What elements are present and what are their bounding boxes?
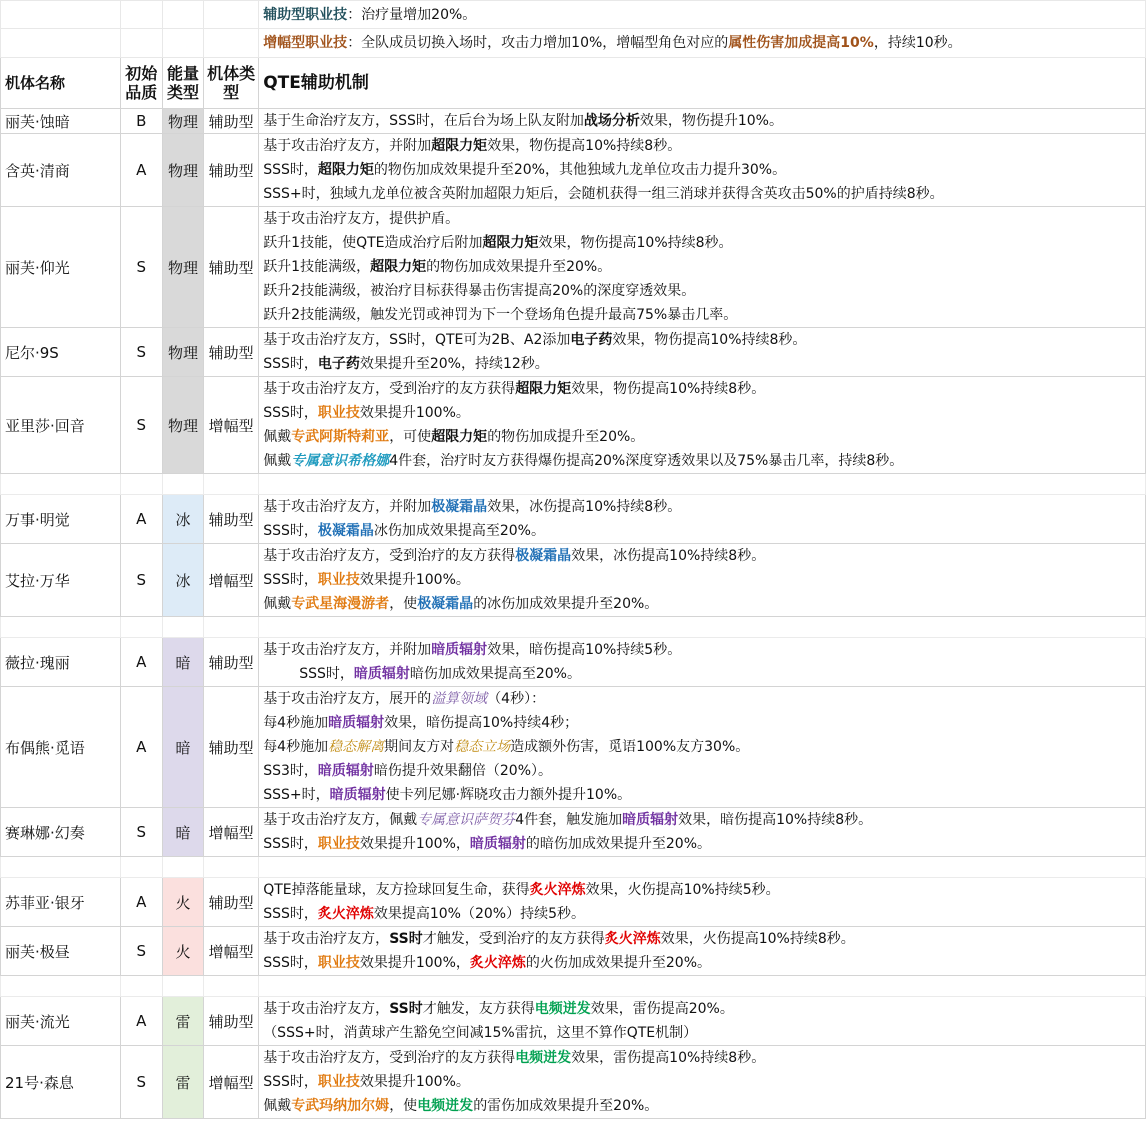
plain-text: 跃升1技能满级，: [263, 259, 371, 275]
plain-text: 基于攻击治疗友方，并附加: [263, 642, 432, 658]
spacer-cell: [1, 976, 121, 997]
plain-text: 效果，暗伤提高10%持续5秒。: [487, 642, 682, 658]
header-rarity: 初始品质: [120, 58, 162, 109]
unit-row: [1, 808, 1146, 857]
unit-name: 苏菲亚·银牙: [1, 878, 121, 927]
keyword-text: 超限力矩: [431, 429, 488, 445]
keyword-text: 极凝霜晶: [515, 548, 572, 564]
plain-text: SSS时，: [263, 836, 318, 852]
keyword-text: 溢算领域: [431, 691, 488, 707]
qte-line: [263, 328, 1141, 352]
unit-row: [1, 495, 1146, 544]
qte-description: [259, 808, 1146, 857]
plain-text: 造成额外伤害，觅语100%友方30%。: [510, 739, 750, 755]
unit-energy-type: 物理: [162, 377, 203, 474]
keyword-text: 炙火淬炼: [529, 882, 586, 898]
unit-role: 增幅型: [204, 808, 259, 857]
keyword-text: 电子药: [317, 356, 360, 372]
plain-text: 冰伤加成效果提高至20%。: [373, 523, 545, 539]
plain-text: （4秒）：: [487, 691, 546, 707]
plain-text: 效果，火伤提高10%持续5秒。: [585, 882, 780, 898]
unit-name: 尼尔·9S: [1, 328, 121, 377]
plain-text: ，使: [389, 1098, 418, 1114]
plain-text: 效果提升至20%，持续12秒。: [359, 356, 549, 372]
plain-text: 效果，雷伤提高10%持续8秒。: [571, 1050, 766, 1066]
keyword-text: 稳态解离: [328, 739, 385, 755]
unit-role: 辅助型: [204, 687, 259, 808]
plain-text: 跃升2技能满级，触发光罚或神罚为下一个登场角色提升最高75%暴击几率。: [263, 307, 738, 323]
unit-energy-type: 物理: [162, 109, 203, 134]
keyword-text: 暗质辐射: [329, 787, 386, 803]
plain-text: SSS时，: [263, 356, 318, 372]
unit-energy-type: 暗: [162, 638, 203, 687]
qte-description: [259, 997, 1146, 1046]
qte-line: [263, 255, 1141, 279]
spacer-row: [1, 976, 1146, 997]
qte-line: [263, 1046, 1141, 1070]
unit-row: [1, 328, 1146, 377]
keyword-text: 极凝霜晶: [431, 499, 488, 515]
unit-name: 万事·明觉: [1, 495, 121, 544]
plain-text: 基于攻击治疗友方，并附加: [263, 138, 432, 154]
qte-description: [259, 377, 1146, 474]
keyword-text: 暗质辐射: [431, 642, 488, 658]
unit-rarity: A: [120, 134, 162, 207]
plain-text: QTE掉落能量球，友方捡球回复生命，获得: [263, 882, 530, 898]
qte-description: [259, 109, 1146, 134]
qte-line: [263, 352, 1141, 376]
plain-text: 基于攻击治疗友方，: [263, 931, 390, 947]
spacer-cell: [162, 617, 203, 638]
keyword-text: 专武星海漫游者: [291, 596, 390, 612]
plain-text: SS3时，: [263, 763, 318, 779]
unit-role: 增幅型: [204, 377, 259, 474]
unit-energy-type: 物理: [162, 328, 203, 377]
unit-name: 丽芙·蚀暗: [1, 109, 121, 134]
unit-name: 艾拉·万华: [1, 544, 121, 617]
unit-row: [1, 544, 1146, 617]
keyword-text: 稳态立场: [454, 739, 511, 755]
unit-name: 丽芙·仰光: [1, 207, 121, 328]
spacer-cell: [259, 474, 1146, 495]
spacer-cell: [1, 474, 121, 495]
unit-row: [1, 927, 1146, 976]
keyword-text: 专武阿斯特莉亚: [291, 429, 390, 445]
plain-text: ，可使: [389, 429, 432, 445]
spacer-cell: [204, 857, 259, 878]
plain-text: SSS时，: [299, 666, 354, 682]
spacer-cell: [259, 976, 1146, 997]
unit-rarity: B: [120, 109, 162, 134]
keyword-text: 专属意识萨贺芬: [417, 812, 516, 828]
keyword-text: 暗质辐射: [469, 836, 526, 852]
qte-line: [263, 662, 1141, 686]
qte-line: [263, 134, 1141, 158]
qte-line: [263, 638, 1141, 662]
unit-rarity: A: [120, 997, 162, 1046]
qte-description: [259, 134, 1146, 207]
qte-line: [263, 997, 1141, 1021]
keyword-text: 超限力矩: [482, 235, 539, 251]
plain-text: 佩戴: [263, 1098, 292, 1114]
plain-text: 效果，暗伤提高10%持续8秒。: [678, 812, 873, 828]
plain-text: 暗伤提升效果翻倍（20%）。: [373, 763, 552, 779]
unit-row: [1, 878, 1146, 927]
plain-text: 每4秒施加: [263, 715, 329, 731]
spacer-cell: [204, 617, 259, 638]
plain-text: 效果，冰伤提高10%持续8秒。: [487, 499, 682, 515]
plain-text: 基于攻击治疗友方，受到治疗的友方获得: [263, 1050, 516, 1066]
plain-text: 的物伤加成效果提升至20%。: [426, 259, 612, 275]
qte-line: [263, 759, 1141, 783]
plain-text: SSS时，: [263, 405, 318, 421]
qte-description: [259, 687, 1146, 808]
plain-text: 基于攻击治疗友方，佩戴: [263, 812, 418, 828]
keyword-text: 职业技: [317, 836, 360, 852]
plain-text: 4件套，触发施加: [515, 812, 623, 828]
unit-rarity: S: [120, 377, 162, 474]
keyword-text: 超限力矩: [370, 259, 427, 275]
plain-text: SSS+时，: [263, 787, 330, 803]
keyword-text: 职业技: [317, 405, 360, 421]
unit-role: 辅助型: [204, 638, 259, 687]
qte-line: [263, 735, 1141, 759]
note-support-text: ：治疗量增加20%。: [347, 6, 477, 23]
plain-text: 效果，暗伤提高10%持续4秒；: [384, 715, 579, 731]
unit-role: 辅助型: [204, 134, 259, 207]
keyword-text: 电频迸发: [417, 1098, 474, 1114]
qte-line: [263, 711, 1141, 735]
keyword-text: 暗质辐射: [622, 812, 679, 828]
plain-text: 基于攻击治疗友方，SS时，QTE可为2B、A2添加: [263, 332, 571, 348]
qte-description: [259, 328, 1146, 377]
keyword-text: 职业技: [317, 572, 360, 588]
plain-text: 的冰伤加成效果提升至20%。: [473, 596, 659, 612]
note-amp-row: [1, 29, 1146, 58]
plain-text: 效果，火伤提高10%持续8秒。: [660, 931, 855, 947]
unit-row: [1, 109, 1146, 134]
unit-row: [1, 638, 1146, 687]
plain-text: 效果，物伤提高10%持续8秒。: [538, 235, 733, 251]
plain-text: 效果，物伤提高10%持续8秒。: [612, 332, 807, 348]
unit-row: [1, 377, 1146, 474]
unit-energy-type: 物理: [162, 134, 203, 207]
qte-line: [263, 783, 1141, 807]
qte-line: [263, 808, 1141, 832]
unit-role: 辅助型: [204, 328, 259, 377]
plain-text: 的暗伤加成效果提升至20%。: [525, 836, 712, 852]
unit-rarity: A: [120, 687, 162, 808]
unit-energy-type: 冰: [162, 495, 203, 544]
plain-text: 效果，雷伤提高20%。: [590, 1001, 734, 1017]
spacer-row: [1, 617, 1146, 638]
plain-text: 使卡列尼娜·辉晓攻击力额外提升10%。: [385, 787, 632, 803]
note-amp-highlight: 属性伤害加成提高10%: [728, 35, 874, 51]
plain-text: 4件套，治疗时友方获得爆伤提高20%深度穿透效果以及75%暴击几率，持续8秒。: [389, 453, 904, 469]
qte-line: [263, 1094, 1141, 1118]
qte-line: [263, 109, 1141, 133]
plain-text: ，使: [389, 596, 418, 612]
unit-row: [1, 207, 1146, 328]
spacer-cell: [259, 617, 1146, 638]
keyword-text: 电频迸发: [534, 1001, 591, 1017]
unit-energy-type: 雷: [162, 1046, 203, 1119]
keyword-text: 电子药: [570, 332, 613, 348]
plain-text: 基于攻击治疗友方，受到治疗的友方获得: [263, 381, 516, 397]
note-support-row: [1, 1, 1146, 29]
spacer-cell: [1, 617, 121, 638]
spacer-cell: [162, 976, 203, 997]
plain-text: 效果提升100%。: [359, 405, 470, 421]
header-energy: 能量类型: [162, 58, 203, 109]
unit-rarity: S: [120, 1046, 162, 1119]
qte-line: [263, 1021, 1141, 1045]
qte-description: [259, 1046, 1146, 1119]
keyword-text: 极凝霜晶: [417, 596, 474, 612]
spacer-row: [1, 474, 1146, 495]
unit-name: 薇拉·瑰丽: [1, 638, 121, 687]
plain-text: 效果提高10%（20%）持续5秒。: [373, 906, 586, 922]
qte-line: [263, 544, 1141, 568]
unit-name: 丽芙·极昼: [1, 927, 121, 976]
spacer-cell: [120, 617, 162, 638]
unit-row: [1, 134, 1146, 207]
qte-description: [259, 207, 1146, 328]
unit-role: 辅助型: [204, 207, 259, 328]
spacer-cell: [120, 857, 162, 878]
unit-role: 辅助型: [204, 495, 259, 544]
spacer-cell: [120, 474, 162, 495]
keyword-text: 极凝霜晶: [317, 523, 374, 539]
unit-energy-type: 暗: [162, 808, 203, 857]
unit-rarity: S: [120, 544, 162, 617]
qte-line: [263, 878, 1141, 902]
header-row: [1, 58, 1146, 109]
plain-text: SSS时，: [263, 523, 318, 539]
keyword-text: SS时: [389, 931, 423, 947]
spacer-cell: [259, 857, 1146, 878]
qte-line: [263, 158, 1141, 182]
qte-description: [259, 878, 1146, 927]
keyword-text: SS时: [389, 1001, 423, 1017]
qte-line: [263, 951, 1141, 975]
spacer-cell: [162, 857, 203, 878]
unit-name: 布偶熊·觅语: [1, 687, 121, 808]
note-amp-text1: ：全队成员切换入场时，攻击力增加10%，增幅型角色对应的: [347, 35, 729, 51]
keyword-text: 职业技: [317, 1074, 360, 1090]
qte-line: [263, 231, 1141, 255]
keyword-text: 战场分析: [583, 113, 640, 129]
plain-text: 效果提升100%，: [359, 836, 470, 852]
unit-role: 辅助型: [204, 109, 259, 134]
qte-description: [259, 495, 1146, 544]
qte-line: [263, 303, 1141, 327]
plain-text: 期间友方对: [384, 739, 455, 755]
unit-name: 赛琳娜·幻奏: [1, 808, 121, 857]
unit-energy-type: 冰: [162, 544, 203, 617]
plain-text: SSS时，: [263, 1074, 318, 1090]
keyword-text: 超限力矩: [317, 162, 374, 178]
header-qte: QTE辅助机制: [259, 58, 1146, 109]
plain-text: SSS时，: [263, 162, 318, 178]
qte-line: [263, 425, 1141, 449]
unit-role: 辅助型: [204, 878, 259, 927]
unit-row: [1, 1046, 1146, 1119]
unit-rarity: S: [120, 808, 162, 857]
plain-text: 基于攻击治疗友方，提供护盾。: [263, 211, 460, 227]
qte-line: [263, 832, 1141, 856]
keyword-text: 职业技: [317, 955, 360, 971]
plain-text: 才触发，友方获得: [422, 1001, 535, 1017]
plain-text: 的雷伤加成效果提升至20%。: [473, 1098, 659, 1114]
qte-line: [263, 1070, 1141, 1094]
unit-name: 含英·清商: [1, 134, 121, 207]
plain-text: 的火伤加成效果提升至20%。: [525, 955, 712, 971]
header-name: 机体名称: [1, 58, 121, 109]
header-role: 机体类型: [204, 58, 259, 109]
plain-text: 效果提升100%。: [359, 572, 470, 588]
qte-line: [263, 279, 1141, 303]
spacer-row: [1, 857, 1146, 878]
plain-text: 佩戴: [263, 596, 292, 612]
note-support-label: 辅助型职业技: [263, 6, 348, 23]
plain-text: 佩戴: [263, 429, 292, 445]
qte-line: [263, 449, 1141, 473]
plain-text: SSS+时，独域九龙单位被含英附加超限力矩后，会随机获得一组三消球并获得含英攻击50%的护盾持续8秒。: [263, 186, 944, 202]
plain-text: 效果提升100%。: [359, 1074, 470, 1090]
qte-line: [263, 687, 1141, 711]
unit-rarity: A: [120, 495, 162, 544]
unit-rarity: S: [120, 927, 162, 976]
qte-line: [263, 401, 1141, 425]
plain-text: 基于攻击治疗友方，: [263, 1001, 390, 1017]
note-amp-label: 增幅型职业技: [263, 35, 348, 51]
qte-line: [263, 519, 1141, 543]
plain-text: 跃升1技能，使QTE造成治疗后附加: [263, 235, 483, 251]
keyword-text: 暗质辐射: [353, 666, 410, 682]
note-support: [259, 1, 1146, 29]
unit-energy-type: 雷: [162, 997, 203, 1046]
plain-text: 效果提升100%，: [359, 955, 470, 971]
note-amp-text2: ，持续10秒。: [873, 35, 962, 51]
plain-text: SSS时，: [263, 906, 318, 922]
unit-energy-type: 火: [162, 927, 203, 976]
unit-role: 增幅型: [204, 927, 259, 976]
plain-text: 的物伤加成效果提升至20%，其他独域九龙单位攻击力提升30%。: [373, 162, 787, 178]
unit-energy-type: 物理: [162, 207, 203, 328]
note-amp: [259, 29, 1146, 58]
keyword-text: 炙火淬炼: [317, 906, 374, 922]
unit-row: [1, 997, 1146, 1046]
keyword-text: 暗质辐射: [328, 715, 385, 731]
unit-energy-type: 暗: [162, 687, 203, 808]
qte-line: [263, 568, 1141, 592]
plain-text: 佩戴: [263, 453, 292, 469]
unit-rarity: S: [120, 328, 162, 377]
unit-name: 21号·森息: [1, 1046, 121, 1119]
plain-text: 效果，物伤提高10%持续8秒。: [571, 381, 766, 397]
keyword-text: 专武玛纳加尔姆: [291, 1098, 390, 1114]
keyword-text: 暗质辐射: [317, 763, 374, 779]
unit-role: 增幅型: [204, 544, 259, 617]
unit-name: 亚里莎·回音: [1, 377, 121, 474]
plain-text: 效果，物伤提升10%。: [639, 113, 783, 129]
plain-text: 基于攻击治疗友方，受到治疗的友方获得: [263, 548, 516, 564]
plain-text: （SSS+时，消黄球产生豁免空间减15%雷抗，这里不算作QTE机制）: [263, 1025, 698, 1041]
qte-line: [263, 377, 1141, 401]
plain-text: 基于生命治疗友方，SSS时，在后台为场上队友附加: [263, 113, 584, 129]
keyword-text: 专属意识希格娜: [291, 453, 390, 469]
plain-text: 的物伤加成提升至20%。: [487, 429, 645, 445]
plain-text: 效果，物伤提高10%持续8秒。: [487, 138, 682, 154]
qte-description: [259, 638, 1146, 687]
unit-rarity: A: [120, 878, 162, 927]
plain-text: 暗伤加成效果提高至20%。: [409, 666, 581, 682]
spacer-cell: [204, 474, 259, 495]
qte-line: [263, 927, 1141, 951]
unit-rarity: A: [120, 638, 162, 687]
keyword-text: 超限力矩: [515, 381, 572, 397]
plain-text: 基于攻击治疗友方，并附加: [263, 499, 432, 515]
qte-description: [259, 927, 1146, 976]
keyword-text: 超限力矩: [431, 138, 488, 154]
keyword-text: 炙火淬炼: [469, 955, 526, 971]
qte-line: [263, 902, 1141, 926]
spacer-cell: [162, 474, 203, 495]
unit-rarity: S: [120, 207, 162, 328]
unit-role: 增幅型: [204, 1046, 259, 1119]
plain-text: 才触发，受到治疗的友方获得: [422, 931, 605, 947]
plain-text: 每4秒施加: [263, 739, 329, 755]
plain-text: SSS时，: [263, 955, 318, 971]
keyword-text: 电频迸发: [515, 1050, 572, 1066]
qte-line: [263, 207, 1141, 231]
spacer-cell: [204, 976, 259, 997]
unit-role: 辅助型: [204, 997, 259, 1046]
plain-text: 效果，冰伤提高10%持续8秒。: [571, 548, 766, 564]
qte-line: [263, 592, 1141, 616]
unit-energy-type: 火: [162, 878, 203, 927]
keyword-text: 炙火淬炼: [604, 931, 661, 947]
plain-text: 基于攻击治疗友方，展开的: [263, 691, 432, 707]
plain-text: 跃升2技能满级，被治疗目标获得暴击伤害提高20%的深度穿透效果。: [263, 283, 696, 299]
unit-row: [1, 687, 1146, 808]
qte-line: [263, 182, 1141, 206]
spacer-cell: [120, 976, 162, 997]
unit-name: 丽芙·流光: [1, 997, 121, 1046]
spacer-cell: [1, 857, 121, 878]
qte-description: [259, 544, 1146, 617]
qte-line: [263, 495, 1141, 519]
plain-text: SSS时，: [263, 572, 318, 588]
